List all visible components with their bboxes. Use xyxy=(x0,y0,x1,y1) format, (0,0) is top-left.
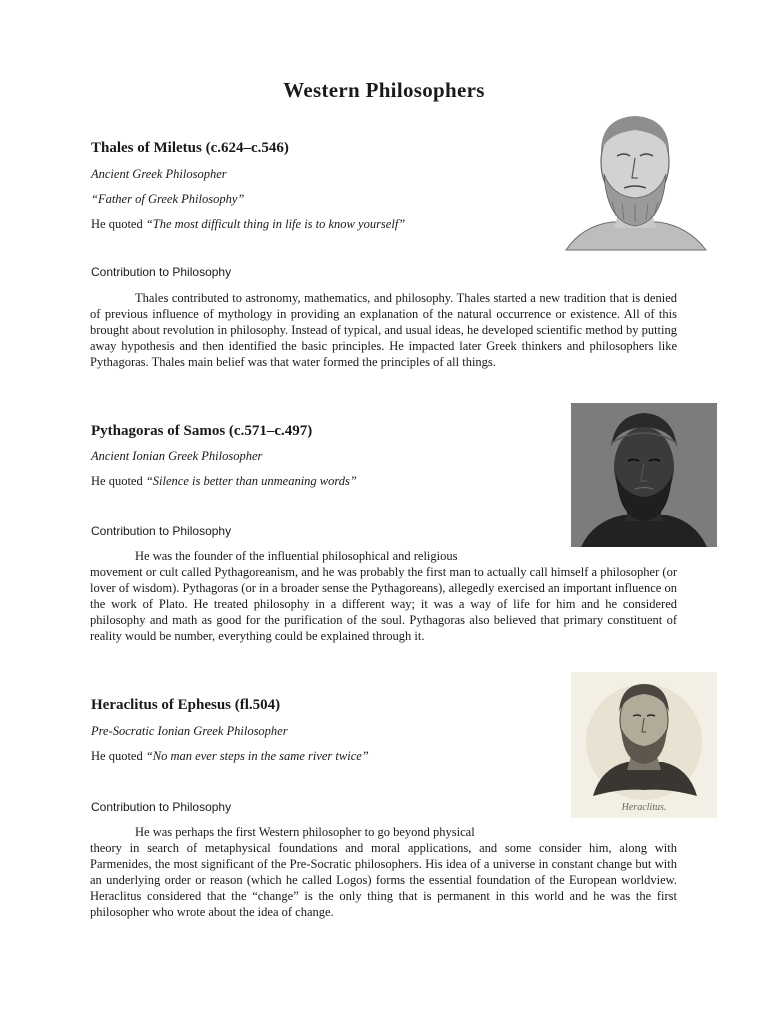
pythagoras-name: Pythagoras of Samos (c.571–c.497) xyxy=(91,423,313,439)
heraclitus-contribution-first-line: He was perhaps the first Western philosopher to go beyond physical xyxy=(135,825,475,839)
thales-name: Thales of Miletus (c.624–c.546) xyxy=(91,140,289,156)
heraclitus-engraving-caption: Heraclitus. xyxy=(621,802,667,813)
heraclitus-contribution-text xyxy=(90,824,677,921)
thales-quote-line xyxy=(91,217,405,232)
thales-portrait xyxy=(562,104,708,252)
quote-prefix: He quoted xyxy=(91,474,146,488)
heraclitus-name: Heraclitus of Ephesus (fl.504) xyxy=(91,697,281,713)
pythagoras-contribution-body: movement or cult called Pythagoreanism, and he was probably the first man to actually call himself a philosopher (or lover of wisdom). Pythagoras (or in a broader sense the Pythagoreans), allegedly exercised an important influence on the work of Plato. He treated philosophy in a different way; it was a way of life for him and he considered philosophy and math as good for the purification of the soul. Pythagoras also believed that primary constituent of reality would be number, everything could be explained through it. xyxy=(90,565,677,644)
thales-contribution-text: Thales contributed to astronomy, mathematics, and philosophy. Thales started a new tradition that is denied of previous influence of mythology in providing an explanation of the natural occurrence or existence. All of this brought about revolution in philosophy. Instead of typical, and usual ideas, he developed scientific method by putting away hypothesis and then identified the basic principles. He impacted later Greek thinkers and philosophers like Pythagoras. Thales main belief was that water formed the principles of all things. xyxy=(90,291,677,370)
pythagoras-role: Ancient Ionian Greek Philosopher xyxy=(91,449,263,463)
quote-prefix: He quoted xyxy=(91,749,146,763)
pythagoras-contribution-heading: Contribution to Philosophy xyxy=(91,524,232,538)
pythagoras-quote-line xyxy=(91,474,357,489)
heraclitus-quote: “No man ever steps in the same river twice” xyxy=(145,749,369,763)
pythagoras-contribution-first-line: He was the founder of the influential philosophical and religious xyxy=(135,549,458,563)
thales-quote: “The most difficult thing in life is to know yourself” xyxy=(145,217,406,231)
quote-prefix: He quoted xyxy=(91,217,146,231)
thales-role: Ancient Greek Philosopher xyxy=(91,167,227,181)
heraclitus-contribution-body: theory in search of metaphysical foundations and moral applications, and some consider him, along with Parmenides, the most significant of the Pre-Socratic philosophers. His idea of a universe in constant change but with an underlying order or reason (which he called Logos) forms the essential foundation of the European worldview. Heraclitus considered that the “change” is the only thing that is permanent in this world and he was the first philosopher who wrote about the idea of change. xyxy=(90,841,677,920)
heraclitus-quote-line xyxy=(91,749,369,764)
pythagoras-quote: “Silence is better than unmeaning words” xyxy=(145,474,357,488)
pythagoras-portrait xyxy=(571,403,717,547)
heraclitus-role: Pre-Socratic Ionian Greek Philosopher xyxy=(91,724,288,738)
pythagoras-contribution-text xyxy=(90,548,677,645)
heraclitus-contribution-heading: Contribution to Philosophy xyxy=(91,800,232,814)
thales-epithet: “Father of Greek Philosophy” xyxy=(91,192,245,206)
page-title: Western Philosophers xyxy=(283,78,485,102)
thales-contribution-heading: Contribution to Philosophy xyxy=(91,265,232,279)
heraclitus-portrait xyxy=(571,672,717,818)
